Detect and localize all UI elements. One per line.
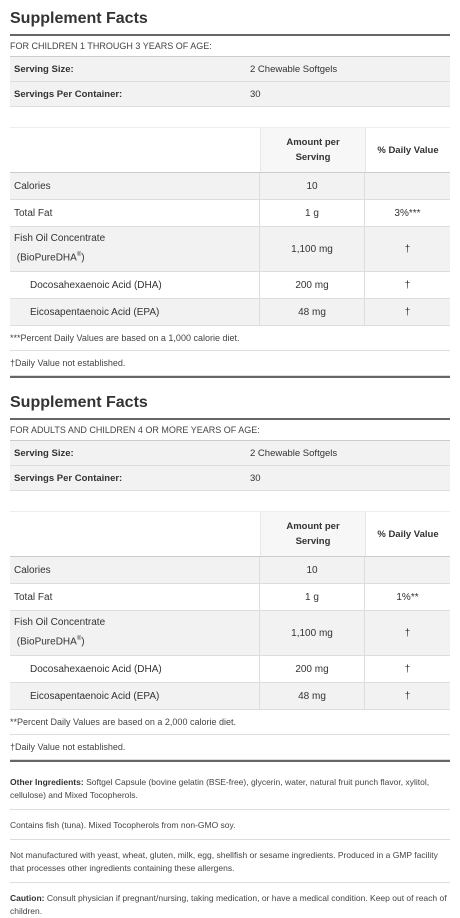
table-row: Eicosapentaenoic Acid (EPA) 48 mg † — [10, 299, 450, 326]
table-row: Fish Oil Concentrate (BioPureDHA®) 1,100 mg † — [10, 611, 450, 656]
servings-label: Servings Per Container: — [14, 472, 123, 484]
serving-size-row — [10, 441, 450, 466]
serving-size-value: 2 Chewable Softgels — [250, 447, 338, 459]
table-row: Total Fat 1 g 3%*** — [10, 200, 450, 227]
panel-title: Supplement Facts — [10, 10, 148, 27]
serving-size-label: Serving Size: — [14, 63, 74, 75]
serving-size-label: Serving Size: — [14, 447, 74, 459]
contains-statement: Contains fish (tuna). Mixed Tocopherols from non-GMO soy. — [10, 820, 236, 830]
daily-value-header: % Daily Value — [365, 512, 450, 556]
table-row: Calories 10 — [10, 557, 450, 584]
table-header — [10, 511, 450, 557]
amount-header: Amount per Serving — [260, 512, 365, 556]
daily-value-header: % Daily Value — [365, 128, 450, 172]
table-row: Eicosapentaenoic Acid (EPA) 48 mg † — [10, 683, 450, 710]
serving-size-value: 2 Chewable Softgels — [250, 63, 338, 75]
supplement-facts-panel-adults — [10, 392, 450, 762]
servings-value: 30 — [250, 88, 261, 100]
caution-statement: Caution: Consult physician if pregnant/nursing, taking medication, or have a medical condition. Keep out of reach of children. — [10, 893, 447, 916]
table-header — [10, 127, 450, 173]
table-row: Total Fat 1 g 1%** — [10, 584, 450, 611]
servings-per-container-row — [10, 82, 450, 107]
supplement-facts-panel-children — [10, 0, 450, 378]
ingredients-section — [10, 776, 450, 918]
table-row: Docosahexaenoic Acid (DHA) 200 mg † — [10, 656, 450, 683]
table-row: Docosahexaenoic Acid (DHA) 200 mg † — [10, 272, 450, 299]
allergen-statement: Not manufactured with yeast, wheat, gluten, milk, egg, shellfish or sesame ingredients. Produced in a GMP facility that processes other ingredients containing these allergens. — [10, 850, 438, 873]
servings-per-container-row — [10, 466, 450, 491]
other-ingredients: Other Ingredients: Softgel Capsule (bovine gelatin (BSE-free), glycerin, water, natural fruit punch flavor, xylitol, cellulose) and Mixed Tocopherols. — [10, 777, 430, 800]
serving-size-row — [10, 57, 450, 82]
table-row: Calories 10 — [10, 173, 450, 200]
panel-bottom-rule — [10, 760, 450, 762]
table-row: Fish Oil Concentrate (BioPureDHA®) 1,100 mg † — [10, 227, 450, 272]
panel-subtitle: FOR ADULTS AND CHILDREN 4 OR MORE YEARS OF AGE: — [10, 420, 450, 441]
footnote-dv-not-established: †Daily Value not established. — [10, 735, 450, 760]
footnote-dv-basis: ***Percent Daily Values are based on a 1,000 calorie diet. — [10, 326, 450, 351]
servings-label: Servings Per Container: — [14, 88, 123, 100]
servings-value: 30 — [250, 472, 261, 484]
amount-header: Amount per Serving — [260, 128, 365, 172]
footnote-dv-not-established: †Daily Value not established. — [10, 351, 450, 376]
panel-subtitle: FOR CHILDREN 1 THROUGH 3 YEARS OF AGE: — [10, 36, 450, 57]
footnote-dv-basis: **Percent Daily Values are based on a 2,000 calorie diet. — [10, 710, 450, 735]
panel-title: Supplement Facts — [10, 394, 148, 411]
